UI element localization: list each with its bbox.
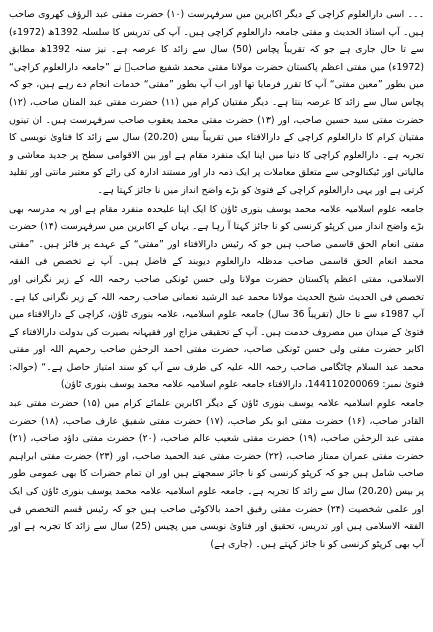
paragraph-banuri-town-intro: جامعہ علوم اسلامیہ علامہ محمد یوسف بنوری ٹاؤن کا ایک اپنا علیحدہ منفرد مقام ہے اور یہ مدرسہ بھی بڑے واضح انداز میں کرپٹو کرنسی کو نا جائز کہتا آ رہا ہے۔ یہاں کے اکابرین میں سرفہرست (۱۴) حضرت مفتی انعام الحق قاسمی صاحب ہیں جو کہ رئیس دارالافتاء اور ”مفتی“ کے عہدے پر فائز ہیں۔ ”مفتی محمد انعام الحق قاسمی صاحب مدظلہ دارالعلوم دیوبند کے فاضل ہیں۔ آپ نے تخصص فی الفقہ الاسلامی، مفتی اعظم پاکستان حضرت مولانا ولی حسن ٹونکی صاحب رحمہ اللہ کے زیر نگرانی اور تخصص فی الحدیث شیخ الحدیث مولانا محمد عبد الرشید نعمانی صاحب رحمہ اللہ کے زیر نگرانی کیا ہے۔ آپ 1987ء سے تا حال (تقریباً 36 سال) جامعہ علوم اسلامیہ، علامہ بنوری ٹاؤن، کراچی کے دارالافتاء میں فتویٰ کے میدان میں مصروف خدمت ہیں۔ آپ کے تحقیقی مزاج اور فقیہانہ بصیرت کی بدولت دارالافتاء کے اکابر حضرت مفتی ولی حسن ٹونکی صاحب، حضرت مفتی احمد الرحمٰن صاحب رحمہم اللہ اور مفتی محمد عبد السلام چاٹگامی صاحب رحمہ اللہ علیہ کی طرف سے آپ کو سند امتیاز حاصل ہے۔“ (حوالہ: فتویٰ نمبر: 144110200069، دارالافتاء جامعہ علوم اسلامیہ علامہ محمد یوسف بنوری ٹاؤن) [9,203,424,391]
paragraph-darul-uloom-karachi: ۔۔۔ اسی دارالعلوم کراچی کے دیگر اکابرین میں سرفہرست (۱۰) حضرت مفتی عبد الرؤف کھروی صاحب ہیں۔ آپ استاذ الحدیث و مفتی جامعہ دارالعلوم کراچی ہیں۔ آپ کی تدریس کا سلسلہ 1392ھ (1972ء) سے تا حال جاری ہے جو کہ تقریباً پچاس (50) سال سے زائد کا عرصہ ہے۔ نیز سنہ 1392ھ مطابق (1972ء) میں مفتی اعظم پاکستان حضرت مولانا مفتی محمد شفیع صاحبؒ نے ”جامعہ دارالعلوم کراچی“ میں بطور ”معین مفتی“ آپ کا تقرر فرمایا تھا اور اب آپ بطور ”مفتی“ خدمات انجام دے رہے ہیں، جو کہ پچاس سال سے زائد کا عرصہ بنتا ہے۔ دیگر مفتیان کرام میں (۱۱) حضرت مفتی عبد المنان صاحب، (۱۲) حضرت مفتی سید حسین صاحب، اور (۱۳) حضرت مفتی محمد یعقوب صاحب سرفہرست ہیں۔ ان تینوں مفتیان کرام کا دارالعلوم کراچی کے دارالافتاء میں تقریباً بیس (20،20) سال سے زائد کا فتاویٰ نویسی کا تجربہ ہے۔ دارالعلوم کراچی کا دنیا میں اپنا ایک منفرد مقام ہے اور بین الاقوامی سطح پر جدید معاشی و مالیاتی اور ٹیکنالوجی سے متعلق معاملات پر ایک ذمہ دار اور مستند ادارہ کی رائے کو معتبر مانتی اور تقلید کرتی ہے اور یہی دارالعلوم کراچی کے فتویٰ کو بڑے واضح انداز میں نا جائز کہتا ہے۔ [9,9,425,196]
paragraph-banuri-town-scholars: جامعہ علوم اسلامیہ علامہ یوسف بنوری ٹاؤن کے دیگر اکابرین علمائے کرام میں (۱۵) حضرت مفتی عبد القادر صاحب، (۱۶) حضرت مفتی ابو بکر صاحب، (۱۷) حضرت مفتی شفیق عارف صاحب، (۱۸) حضرت مفتی عبد الرحمٰن صاحب، (۱۹) حضرت مفتی شعیب عالم صاحب، (۲۰) حضرت مفتی داؤد صاحب، (۲۱) حضرت مفتی عمران ممتاز صاحب، (۲۲) حضرت مفتی عبد الحمید صاحب، اور (۲۳) حضرت مفتی ابراہیم صاحب شامل ہیں جو کہ کرپٹو کرنسی کو نا جائز سمجھتے ہیں اور ان تمام حضرات کا بھی عمومی طور پر بیس (20،20) سال سے زائد کا تجربہ ہے۔ جامعہ علوم اسلامیہ علامہ محمد یوسف بنوری ٹاؤن کی ایک اور علمی شخصیت (۲۴) حضرت مفتی رفیق احمد بالاکوٹی صاحب ہیں جو کہ رئیس قسم التخصص فی الفقہ الاسلامی ہیں اور تدریس، تحقیق اور فتاویٰ نویسی میں پچیس (25) سال سے زائد کا تجربہ ہے اور آپ بھی کرپٹو کرنسی کو نا جائز کہتے ہیں۔ (جاری ہے) [9,398,425,550]
